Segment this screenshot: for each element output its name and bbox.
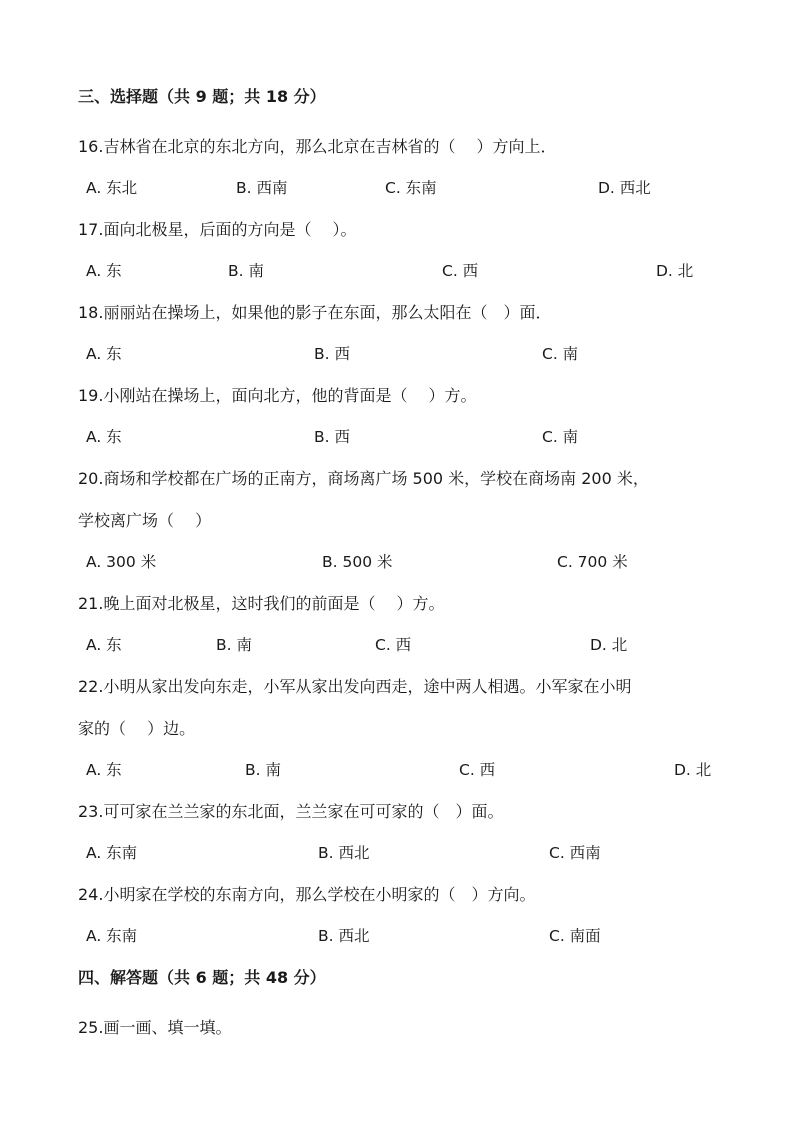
q17-option-d[interactable]: D. 北 [656,262,694,280]
q17-option-b[interactable]: B. 南 [228,262,264,280]
section-3-title: 三、选择题（共 9 题；共 18 分） [78,87,326,106]
question-20-continued: 学校离广场（ ） [78,511,212,530]
question-23: 23.可可家在兰兰家的东北面，兰兰家在可可家的（ ）面。 [78,802,504,821]
q18-option-c[interactable]: C. 南 [542,345,579,363]
question-19: 19.小刚站在操场上，面向北方，他的背面是（ ）方。 [78,386,477,405]
q24-option-c[interactable]: C. 南面 [549,927,601,945]
q16-option-d[interactable]: D. 西北 [598,179,651,197]
q17-option-c[interactable]: C. 西 [442,262,479,280]
question-20: 20.商场和学校都在广场的正南方，商场离广场 500 米，学校在商场南 200 米， [78,469,649,488]
q20-option-a[interactable]: A. 300 米 [86,553,157,571]
q23-option-b[interactable]: B. 西北 [318,844,370,862]
q19-option-a[interactable]: A. 东 [86,428,122,446]
q21-option-b[interactable]: B. 南 [216,636,252,654]
question-22: 22.小明从家出发向东走，小军从家出发向西走，途中两人相遇。小军家在小明 [78,677,632,696]
question-17: 17.面向北极星，后面的方向是（ ）。 [78,220,357,239]
question-18: 18.丽丽站在操场上，如果他的影子在东面，那么太阳在（ ）面． [78,303,552,322]
q23-option-c[interactable]: C. 西南 [549,844,601,862]
q18-option-a[interactable]: A. 东 [86,345,122,363]
q19-option-c[interactable]: C. 南 [542,428,579,446]
q21-option-d[interactable]: D. 北 [590,636,628,654]
q17-option-a[interactable]: A. 东 [86,262,122,280]
q24-option-a[interactable]: A. 东南 [86,927,138,945]
question-25: 25.画一画、填一填。 [78,1018,232,1037]
q24-option-b[interactable]: B. 西北 [318,927,370,945]
question-24: 24.小明家在学校的东南方向，那么学校在小明家的（ ）方向。 [78,885,536,904]
q18-option-b[interactable]: B. 西 [314,345,350,363]
q23-option-a[interactable]: A. 东南 [86,844,138,862]
q21-option-a[interactable]: A. 东 [86,636,122,654]
section-4-title: 四、解答题（共 6 题；共 48 分） [78,968,326,987]
q20-option-c[interactable]: C. 700 米 [557,553,628,571]
q16-option-c[interactable]: C. 东南 [385,179,437,197]
q22-option-c[interactable]: C. 西 [459,761,496,779]
question-21: 21.晚上面对北极星，这时我们的前面是（ ）方。 [78,594,445,613]
q20-option-b[interactable]: B. 500 米 [322,553,393,571]
q16-option-b[interactable]: B. 西南 [236,179,288,197]
q16-option-a[interactable]: A. 东北 [86,179,138,197]
q22-option-d[interactable]: D. 北 [674,761,712,779]
question-22-continued: 家的（ ）边。 [78,719,196,738]
q19-option-b[interactable]: B. 西 [314,428,350,446]
q21-option-c[interactable]: C. 西 [375,636,412,654]
q22-option-a[interactable]: A. 东 [86,761,122,779]
question-16: 16.吉林省在北京的东北方向，那么北京在吉林省的（ ）方向上． [78,137,557,156]
q22-option-b[interactable]: B. 南 [245,761,281,779]
